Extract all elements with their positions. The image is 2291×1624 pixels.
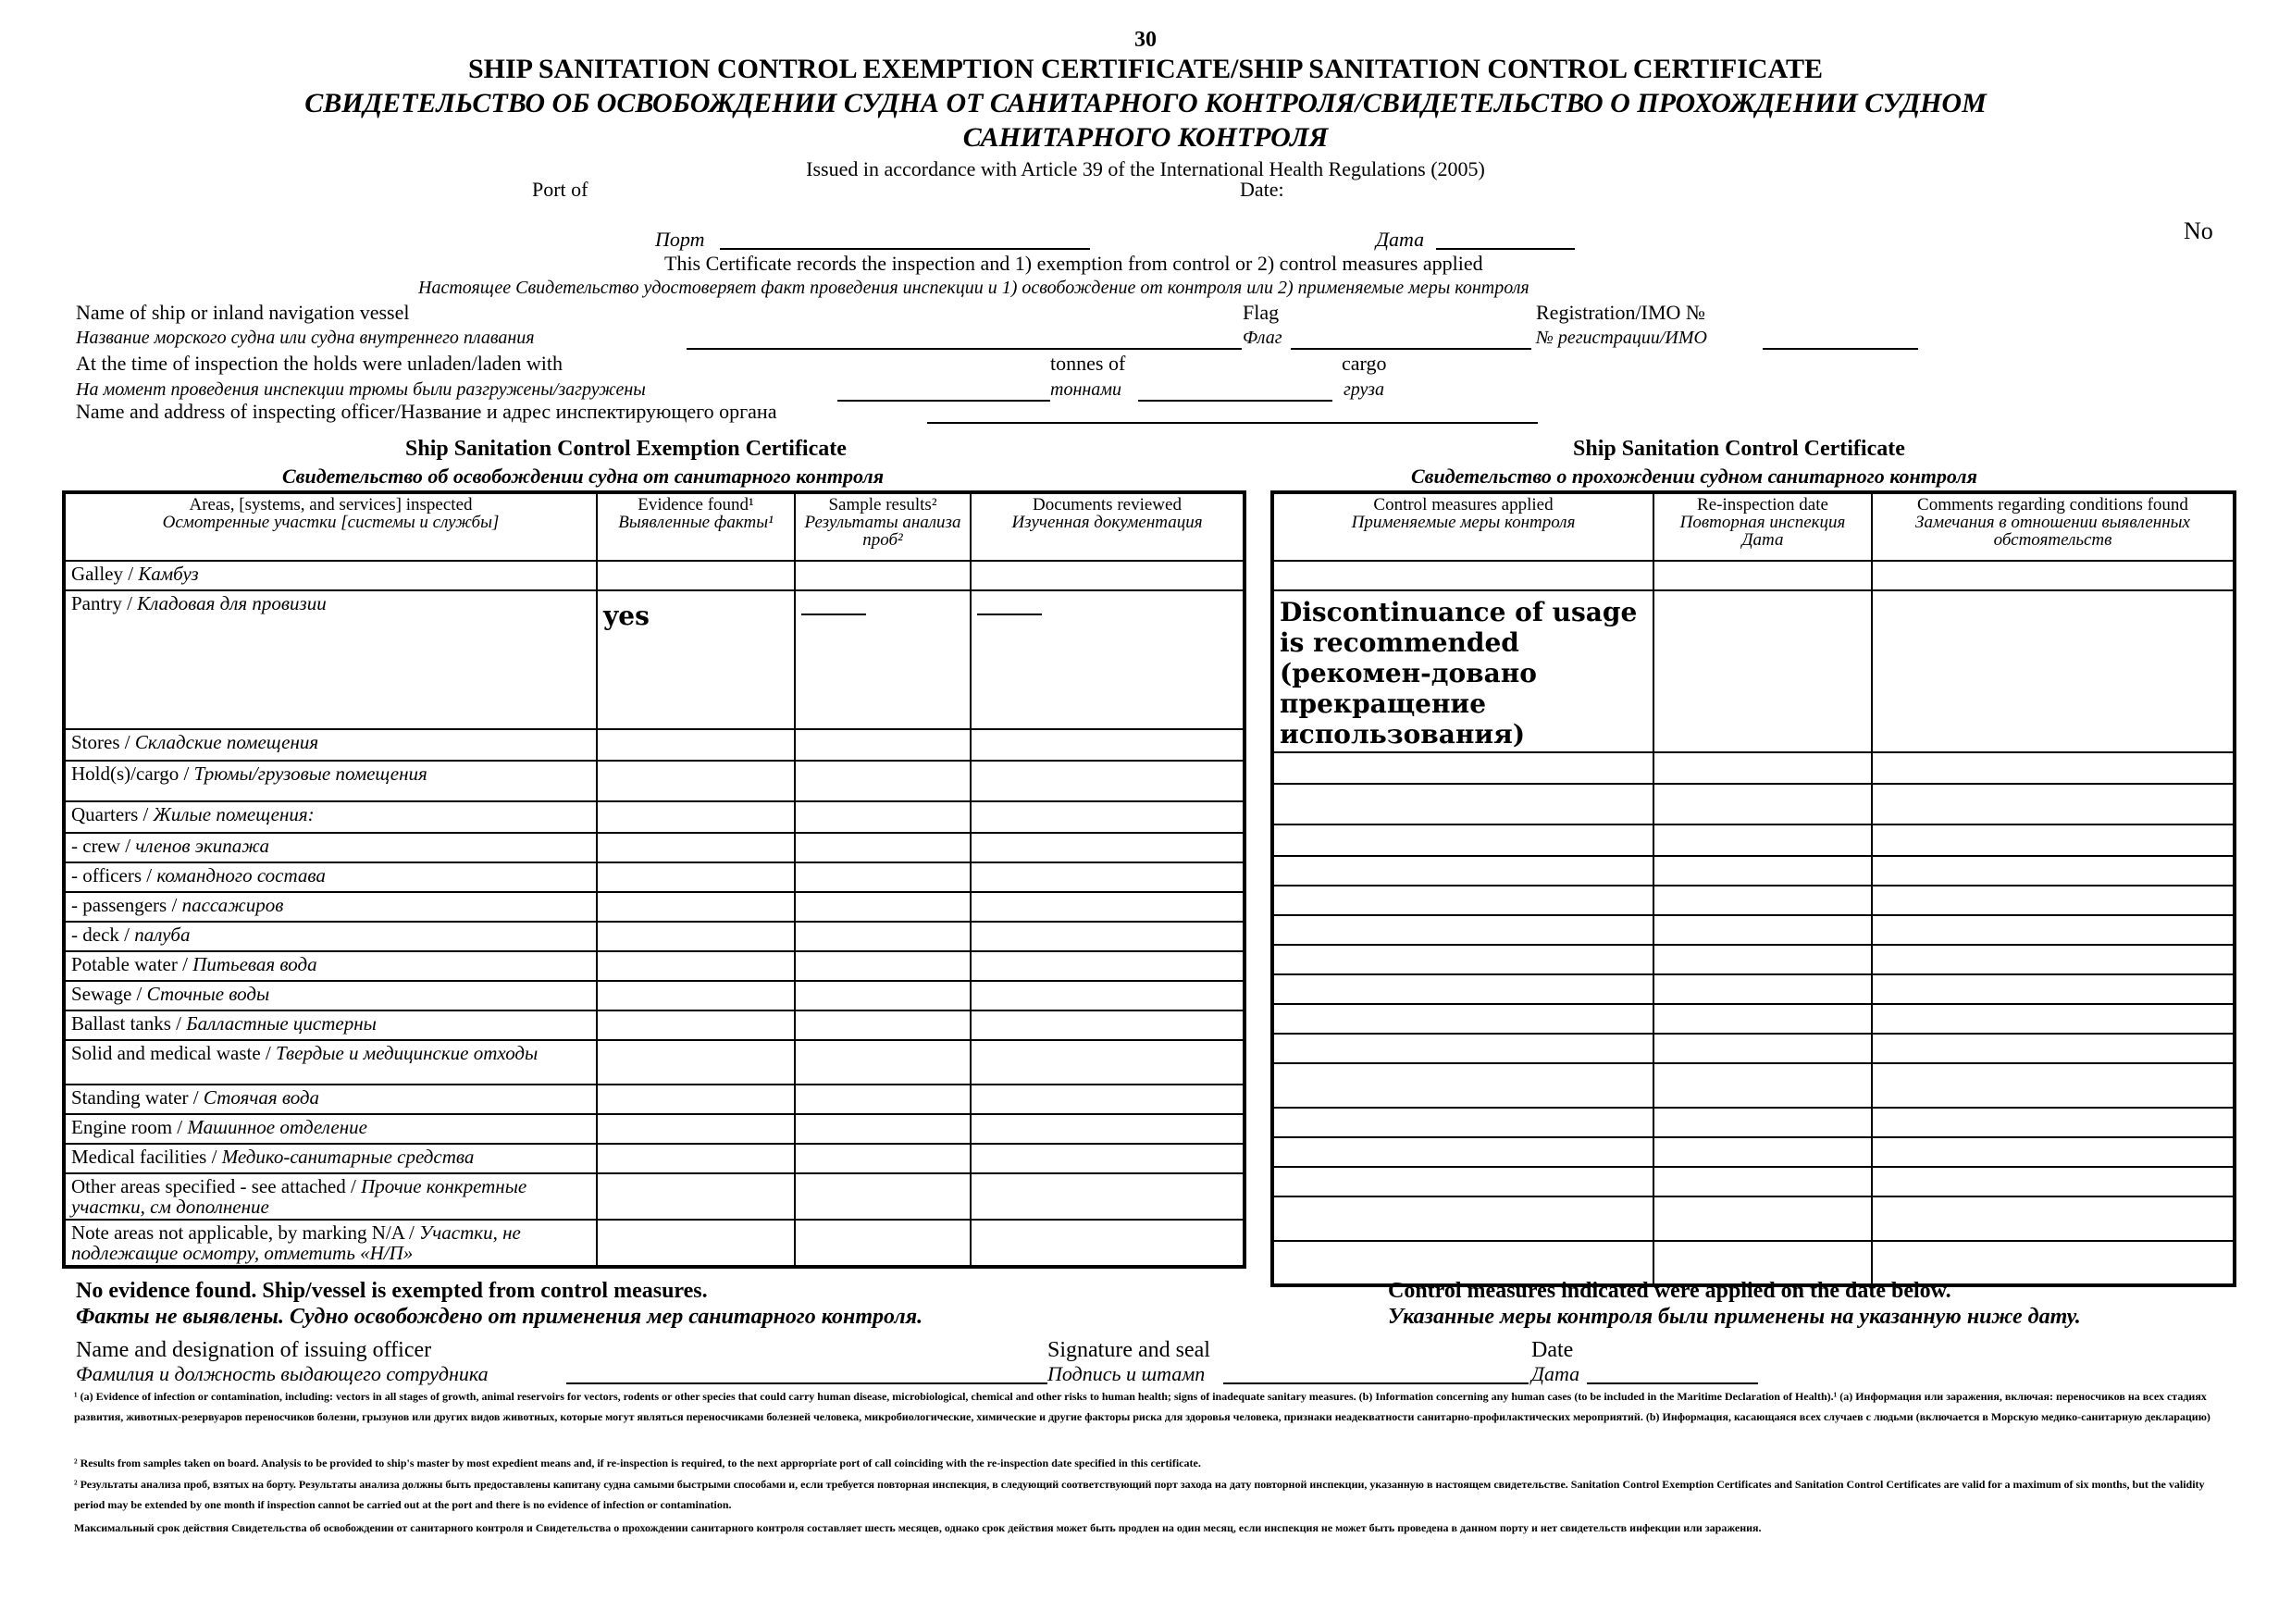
control-measure-cell[interactable] — [1272, 824, 1653, 856]
date-field[interactable] — [1436, 248, 1575, 250]
header-sample-en: Sample results² — [828, 495, 937, 514]
ship-name-field[interactable] — [687, 348, 1242, 350]
area-cell — [64, 1173, 597, 1220]
dash-mark — [977, 614, 1042, 615]
area-label-ru: Жилые помещения: — [153, 803, 315, 825]
area-label-ru: командного состава — [156, 864, 326, 886]
control-measure-cell[interactable] — [1272, 974, 1653, 1004]
docs-cell[interactable] — [971, 729, 1245, 761]
control-measure-cell[interactable] — [1272, 915, 1653, 945]
area-label-ru: Медико-санитарные средства — [221, 1146, 475, 1168]
records-en: This Certificate records the inspection and 1) exemption from control or 2) control measures applied — [664, 252, 1483, 275]
date-label-en: Date: — [1240, 178, 1284, 201]
table-row — [64, 1114, 1245, 1144]
area-label-en: Standing water / — [71, 1086, 204, 1109]
header-control-measures — [1272, 492, 1653, 561]
table-row — [1272, 752, 2235, 784]
header-areas — [64, 492, 597, 561]
area-label-en: Engine room / — [71, 1116, 188, 1138]
table-row — [1272, 945, 2235, 974]
sample-cell[interactable] — [795, 729, 971, 761]
evidence-cell[interactable] — [597, 1010, 795, 1040]
control-measure-cell[interactable] — [1272, 945, 1653, 974]
docs-cell[interactable] — [971, 1010, 1245, 1040]
area-label-ru: Участки, не подлежащие осмотру, отметить «Н/П» — [71, 1221, 521, 1264]
table-row — [1272, 856, 2235, 886]
applied-en: Control measures indicated were applied on the date below. — [1388, 1279, 1951, 1303]
title-ru-line2: САНИТАРНОГО КОНТРОЛЯ — [962, 122, 1329, 153]
area-label-en: Medical facilities / — [71, 1146, 222, 1168]
sample-cell[interactable] — [795, 951, 971, 981]
flag-label-en: Flag — [1243, 301, 1280, 324]
area-cell — [64, 761, 597, 801]
table-row — [64, 833, 1245, 862]
area-cell — [64, 981, 597, 1010]
sample-cell[interactable] — [795, 1114, 971, 1144]
tonnes-label-ru: тоннами — [1050, 379, 1122, 400]
reinspection-cell[interactable] — [1653, 1196, 1872, 1241]
comments-cell[interactable] — [1872, 824, 2235, 856]
table-row — [1272, 886, 2235, 915]
control-measure-cell[interactable] — [1272, 561, 1653, 590]
reinspection-cell[interactable] — [1653, 974, 1872, 1004]
area-label-en: Stores / — [71, 731, 135, 753]
sample-cell[interactable] — [795, 922, 971, 951]
issuing-officer-label-ru: Фамилия и должность выдающего сотрудника — [76, 1362, 489, 1385]
evidence-cell[interactable] — [597, 1173, 795, 1220]
sample-cell[interactable] — [795, 1040, 971, 1085]
area-label-ru: Складские помещения — [134, 731, 319, 753]
area-label-ru: пассажиров — [181, 894, 284, 916]
area-cell — [64, 801, 597, 833]
area-label-en: Pantry / — [71, 592, 138, 614]
area-label-ru: Трюмы/грузовые помещения — [193, 762, 427, 785]
cargo-label-en: cargo — [1342, 352, 1387, 375]
header-evidence-en: Evidence found¹ — [638, 495, 754, 514]
applied-ru: Указанные меры контроля были применены на указанную ниже дату. — [1388, 1305, 2081, 1329]
page-number: 30 — [1134, 28, 1157, 52]
footnote-2: ² Results from samples taken on board. Analysis to be provided to ship's master by most expedient means and, if re-inspection is required, to the next appropriate port of call coinciding with the re-inspection date specified in this certificate. — [74, 1457, 1201, 1469]
registration-label-ru: № регистрации/ИМО — [1536, 328, 1707, 348]
evidence-cell[interactable] — [597, 1085, 795, 1114]
docs-cell[interactable] — [971, 951, 1245, 981]
flag-field[interactable] — [1291, 348, 1531, 350]
comments-cell[interactable] — [1872, 1167, 2235, 1196]
holds-label-ru: На момент проведения инспекции трюмы были разгружены/загружены — [76, 379, 646, 400]
header-reinspection-en: Re-inspection date — [1697, 495, 1828, 514]
control-title-en: Ship Sanitation Control Certificate — [1573, 437, 1905, 461]
reinspection-cell[interactable] — [1653, 945, 1872, 974]
comments-cell[interactable] — [1872, 561, 2235, 590]
area-cell — [64, 1010, 597, 1040]
reinspection-cell[interactable] — [1653, 856, 1872, 886]
table-row — [64, 801, 1245, 833]
sample-cell[interactable] — [795, 833, 971, 862]
header-comments — [1872, 492, 2235, 561]
no-evidence-ru: Факты не выявлены. Судно освобождено от применения мер санитарного контроля. — [76, 1305, 923, 1329]
docs-cell[interactable] — [971, 1085, 1245, 1114]
date2-label-ru: Дата — [1531, 1362, 1580, 1385]
comments-cell[interactable] — [1872, 915, 2235, 945]
sample-cell[interactable] — [795, 1144, 971, 1173]
header-evidence — [597, 492, 795, 561]
docs-cell[interactable] — [971, 862, 1245, 892]
table-row — [64, 561, 1245, 590]
sample-cell[interactable] — [795, 590, 971, 729]
area-label-ru: Камбуз — [138, 563, 199, 585]
comments-cell[interactable] — [1872, 1063, 2235, 1108]
holds-field[interactable] — [837, 400, 1050, 402]
reinspection-cell[interactable] — [1653, 915, 1872, 945]
table-row — [64, 981, 1245, 1010]
area-cell — [64, 561, 597, 590]
table-row — [1272, 1196, 2235, 1241]
comments-cell[interactable] — [1872, 784, 2235, 824]
registration-label-en: Registration/IMO № — [1536, 301, 1705, 324]
table-row — [64, 862, 1245, 892]
comments-cell[interactable] — [1872, 1196, 2235, 1241]
area-cell — [64, 862, 597, 892]
comments-cell[interactable] — [1872, 590, 2235, 752]
table-row — [1272, 1167, 2235, 1196]
sample-cell[interactable] — [795, 1085, 971, 1114]
port-label-ru: Порт — [655, 228, 705, 251]
area-label-ru: Питьевая вода — [192, 953, 317, 975]
sample-cell[interactable] — [795, 561, 971, 590]
header-areas-ru: Осмотренные участки [системы и службы] — [162, 513, 500, 532]
officer-address-label: Name and address of inspecting officer/Название и адрес инспектирующего органа — [76, 400, 777, 423]
reinspection-cell[interactable] — [1653, 784, 1872, 824]
cargo-label-ru: груза — [1344, 379, 1384, 400]
evidence-value: yes — [603, 601, 650, 631]
registration-field[interactable] — [1763, 348, 1918, 350]
docs-cell[interactable] — [971, 981, 1245, 1010]
control-measure-cell[interactable] — [1272, 784, 1653, 824]
area-label-en: - passengers / — [71, 894, 182, 916]
records-ru: Настоящее Свидетельство удостоверяет факт проведения инспекции и 1) освобождение от контроля или 2) применяемые меры контроля — [418, 278, 1529, 298]
area-label-ru: палуба — [134, 924, 191, 946]
area-cell — [64, 892, 597, 922]
area-label-en: Other areas specified - see attached / — [71, 1175, 362, 1197]
reinspection-cell[interactable] — [1653, 1063, 1872, 1108]
sample-cell[interactable] — [795, 1173, 971, 1220]
footnote-1: ¹ (a) Evidence of infection or contamination, including: vectors in all stages of growth, animal reservoirs for vectors, rodents or other species that could carry human disease, microbiological, chemical and other risks to human health; signs of inadequate sanitary measures. (b) Information concerning any human cases (to be included in the Maritime Declaration of Health).¹ (a) Информация или заражения, включая: переносчиков на всех стадиях развития, животных-резервуаров переносчиков болезни, грызунов или других видов животных, которые могут являться переносчиками болезней человека, микробиологические, химические и другие факторы риска для здоровья человека, признаки неадекватности санитарно-профилактических мероприятий. (b) Информация, касающаяся всех случаев с людьми (включается в Морскую медико-санитарную декларацию) — [74, 1390, 2211, 1423]
comments-cell[interactable] — [1872, 1004, 2235, 1034]
control-measure-cell[interactable] — [1272, 1108, 1653, 1137]
port-field[interactable] — [720, 248, 1090, 250]
evidence-cell[interactable] — [597, 1114, 795, 1144]
reinspection-cell[interactable] — [1653, 590, 1872, 752]
control-measure-cell[interactable] — [1272, 1004, 1653, 1034]
table-row — [64, 729, 1245, 761]
area-label-en: - crew / — [71, 835, 136, 857]
header-comments-en: Comments regarding conditions found — [1917, 495, 2188, 514]
port-label-en: Port of — [532, 178, 588, 201]
evidence-cell[interactable] — [597, 729, 795, 761]
area-label-ru: членов экипажа — [135, 835, 270, 857]
evidence-cell[interactable] — [597, 590, 795, 729]
area-cell — [64, 1040, 597, 1085]
title-ru-line1: СВИДЕТЕЛЬСТВО ОБ ОСВОБОЖДЕНИИ СУДНА ОТ САНИТАРНОГО КОНТРОЛЯ/СВИДЕТЕЛЬСТВО О ПРОХОЖДЕНИИ СУДНОМ — [304, 88, 1987, 118]
docs-cell[interactable] — [971, 1144, 1245, 1173]
area-cell — [64, 951, 597, 981]
evidence-cell[interactable] — [597, 1144, 795, 1173]
exemption-table — [62, 490, 1246, 1269]
docs-cell[interactable] — [971, 892, 1245, 922]
sample-cell[interactable] — [795, 761, 971, 801]
area-label-en: Note areas not applicable, by marking N/A / — [71, 1221, 420, 1244]
evidence-cell[interactable] — [597, 761, 795, 801]
control-measure-cell[interactable] — [1272, 1063, 1653, 1108]
tonnes-field[interactable] — [1138, 400, 1332, 402]
signature-field[interactable] — [1223, 1382, 1529, 1384]
date2-field[interactable] — [1587, 1382, 1758, 1384]
table-row — [1272, 784, 2235, 824]
comments-cell[interactable] — [1872, 856, 2235, 886]
table-row — [1272, 1108, 2235, 1137]
docs-cell[interactable] — [971, 761, 1245, 801]
number-label: No — [2184, 217, 2213, 244]
evidence-cell[interactable] — [597, 862, 795, 892]
footnote-3: Максимальный срок действия Свидетельства об освобождении от санитарного контроля и Свидетельства о прохождении санитарного контроля составляет шесть месяцев, однако срок действия может быть продлен на один месяц, если инспекция не может быть проведена в данном порту и нет свидетельств инфекции или заражения. — [74, 1521, 1762, 1534]
title-en: SHIP SANITATION CONTROL EXEMPTION CERTIFICATE/SHIP SANITATION CONTROL CERTIFICATE — [467, 54, 1823, 84]
area-cell — [64, 1085, 597, 1114]
area-cell — [64, 729, 597, 761]
table-row — [64, 1144, 1245, 1173]
docs-cell[interactable] — [971, 1114, 1245, 1144]
reinspection-cell[interactable] — [1653, 752, 1872, 784]
docs-cell[interactable] — [971, 1040, 1245, 1085]
area-cell — [64, 1144, 597, 1173]
evidence-cell[interactable] — [597, 833, 795, 862]
control-measure-cell[interactable] — [1272, 1167, 1653, 1196]
area-label-ru: Стоячая вода — [203, 1086, 320, 1109]
control-table — [1270, 490, 2236, 1287]
table-row — [64, 1085, 1245, 1114]
exemption-title-en: Ship Sanitation Control Exemption Certificate — [405, 437, 847, 461]
area-label-en: - deck / — [71, 924, 135, 946]
evidence-cell[interactable] — [597, 561, 795, 590]
header-documents-en: Documents reviewed — [1033, 495, 1182, 514]
table-row — [1272, 561, 2235, 590]
control-measure-cell[interactable] — [1272, 856, 1653, 886]
header-documents-ru: Изученная документация — [1011, 513, 1203, 532]
sample-cell[interactable] — [795, 981, 971, 1010]
table-row — [64, 951, 1245, 981]
reinspection-cell[interactable] — [1653, 1108, 1872, 1137]
header-comments-ru: Замечания в отношении выявленных обстоятельств — [1915, 513, 2190, 550]
officer-address-field[interactable] — [927, 422, 1538, 424]
reinspection-cell[interactable] — [1653, 561, 1872, 590]
reinspection-cell[interactable] — [1653, 886, 1872, 915]
area-label-en: Galley / — [71, 563, 139, 585]
area-cell — [64, 1220, 597, 1267]
sample-cell[interactable] — [795, 862, 971, 892]
table-row — [64, 1173, 1245, 1220]
table-row — [1272, 1034, 2235, 1063]
docs-cell[interactable] — [971, 590, 1245, 729]
area-label-ru: Балластные цистерны — [186, 1012, 377, 1035]
exemption-title-ru: Свидетельство об освобождении судна от санитарного контроля — [282, 465, 885, 488]
docs-cell[interactable] — [971, 922, 1245, 951]
table-row — [64, 590, 1245, 729]
sample-cell[interactable] — [795, 1220, 971, 1267]
evidence-cell[interactable] — [597, 981, 795, 1010]
table-row — [1272, 974, 2235, 1004]
header-evidence-ru: Выявленные факты¹ — [618, 513, 774, 532]
area-label-ru: Твердые и медицинские отходы — [276, 1042, 539, 1064]
table-row — [64, 892, 1245, 922]
header-documents — [971, 492, 1245, 561]
area-cell — [64, 1114, 597, 1144]
table-row — [1272, 590, 2235, 752]
date-label-ru: Дата — [1376, 228, 1425, 251]
sample-cell[interactable] — [795, 1010, 971, 1040]
area-label-en: Quarters / — [71, 803, 154, 825]
comments-cell[interactable] — [1872, 1108, 2235, 1137]
control-measure-cell[interactable] — [1272, 590, 1653, 752]
control-measure-cell[interactable] — [1272, 752, 1653, 784]
signature-label-en: Signature and seal — [1047, 1338, 1210, 1362]
header-reinspection — [1653, 492, 1872, 561]
comments-cell[interactable] — [1872, 1034, 2235, 1063]
docs-cell[interactable] — [971, 1220, 1245, 1267]
control-measure-cell[interactable] — [1272, 1034, 1653, 1063]
control-measure-cell[interactable] — [1272, 1196, 1653, 1241]
comments-cell[interactable] — [1872, 1137, 2235, 1167]
area-label-en: Ballast tanks / — [71, 1012, 187, 1035]
area-label-en: Sewage / — [71, 983, 147, 1005]
header-reinspection-ru: Повторная инспекция Дата — [1679, 513, 1846, 550]
table-row — [1272, 1137, 2235, 1167]
date2-label-en: Date — [1531, 1338, 1574, 1362]
reinspection-cell[interactable] — [1653, 1167, 1872, 1196]
area-label-en: Potable water / — [71, 953, 193, 975]
area-label-en: - officers / — [71, 864, 157, 886]
table-row — [64, 761, 1245, 801]
issuing-officer-field[interactable] — [566, 1382, 1047, 1384]
tonnes-label-en: tonnes of — [1050, 352, 1126, 375]
area-cell — [64, 590, 597, 729]
sample-cell[interactable] — [795, 892, 971, 922]
comments-cell[interactable] — [1872, 886, 2235, 915]
comments-cell[interactable] — [1872, 752, 2235, 784]
sample-cell[interactable] — [795, 801, 971, 833]
no-evidence-en: No evidence found. Ship/vessel is exempted from control measures. — [76, 1279, 708, 1303]
header-sample-ru: Результаты анализа проб² — [804, 513, 961, 550]
table-row — [1272, 915, 2235, 945]
docs-cell[interactable] — [971, 833, 1245, 862]
flag-label-ru: Флаг — [1243, 328, 1282, 348]
reinspection-cell[interactable] — [1653, 1004, 1872, 1034]
evidence-cell[interactable] — [597, 801, 795, 833]
area-label-ru: Кладовая для провизии — [137, 592, 327, 614]
control-title-ru: Свидетельство о прохождении судном санитарного контроля — [1411, 465, 1977, 488]
area-label-ru: Прочие конкретные участки, см дополнение — [71, 1175, 527, 1218]
issuing-officer-label-en: Name and designation of issuing officer — [76, 1338, 432, 1362]
area-cell — [64, 833, 597, 862]
footnote-2-ru: ² Результаты анализа проб, взятых на борту. Результаты анализа должны быть предоставлены капитану судна самыми быстрыми способами и, если требуется повторная инспекция, в следующий соответствующий порт захода на дату повторной инспекции, указанную в настоящем свидетельстве. Sanitation Control Exemption Certificates and Sanitation Control Certificates are valid for a maximum of six months, but the validity period may be extended by one month if inspection cannot be carried out at the port and there is no evidence of infection or contamination. — [74, 1478, 2205, 1511]
ship-name-label-en: Name of ship or inland navigation vessel — [76, 301, 410, 324]
evidence-cell[interactable] — [597, 922, 795, 951]
reinspection-cell[interactable] — [1653, 1034, 1872, 1063]
table-row — [64, 1010, 1245, 1040]
table-row — [64, 922, 1245, 951]
header-areas-en: Areas, [systems, and services] inspected — [189, 495, 473, 514]
area-label-ru: Сточные воды — [146, 983, 270, 1005]
evidence-cell[interactable] — [597, 892, 795, 922]
docs-cell[interactable] — [971, 1173, 1245, 1220]
area-cell — [64, 922, 597, 951]
pantry-control-measure: Discontinuance of usage is recommended (рекомен-довано прекращение использования) — [1280, 597, 1638, 750]
area-label-en: Hold(s)/cargo / — [71, 762, 194, 785]
control-measure-cell[interactable] — [1272, 1137, 1653, 1167]
dash-mark — [801, 614, 866, 615]
issued-text: Issued in accordance with Article 39 of the International Health Regulations (2005) — [806, 157, 1485, 180]
header-control-measures-en: Control measures applied — [1373, 495, 1554, 514]
area-label-en: Solid and medical waste / — [71, 1042, 277, 1064]
table-row — [1272, 824, 2235, 856]
reinspection-cell[interactable] — [1653, 824, 1872, 856]
table-row — [1272, 1004, 2235, 1034]
area-label-ru: Машинное отделение — [187, 1116, 367, 1138]
reinspection-cell[interactable] — [1653, 1137, 1872, 1167]
signature-label-ru: Подпись и штамп — [1047, 1362, 1206, 1385]
evidence-cell[interactable] — [597, 1220, 795, 1267]
table-row — [1272, 1063, 2235, 1108]
table-row — [64, 1220, 1245, 1267]
table-row — [64, 1040, 1245, 1085]
docs-cell[interactable] — [971, 561, 1245, 590]
evidence-cell[interactable] — [597, 951, 795, 981]
ship-name-label-ru: Название морского судна или судна внутреннего плавания — [76, 328, 535, 348]
holds-label-en: At the time of inspection the holds were unladen/laden with — [76, 352, 563, 375]
evidence-cell[interactable] — [597, 1040, 795, 1085]
control-measure-cell[interactable] — [1272, 886, 1653, 915]
comments-cell[interactable] — [1872, 945, 2235, 974]
header-sample — [795, 492, 971, 561]
comments-cell[interactable] — [1872, 974, 2235, 1004]
docs-cell[interactable] — [971, 801, 1245, 833]
header-control-measures-ru: Применяемые меры контроля — [1351, 513, 1576, 532]
